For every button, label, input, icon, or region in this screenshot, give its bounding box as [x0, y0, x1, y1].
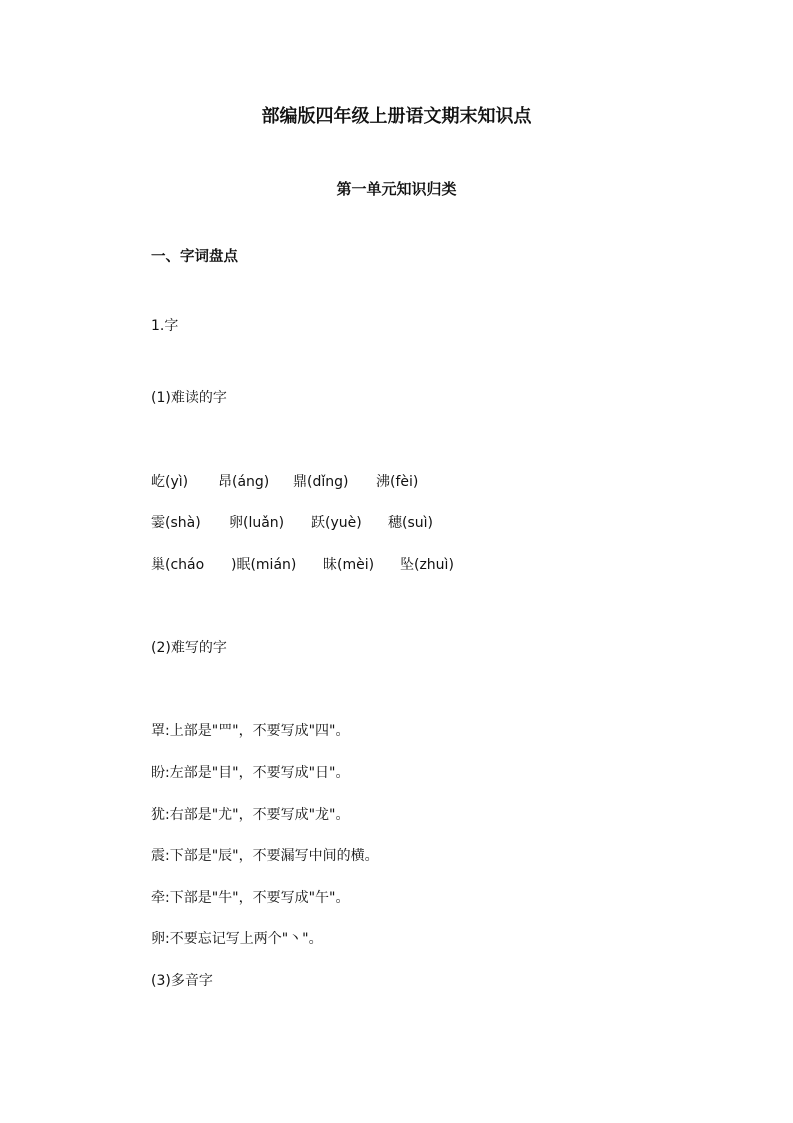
- pinyin-item: 屹(yì): [151, 474, 189, 490]
- writing-note: 牵:下部是"牛"，不要写成"午"。: [151, 890, 350, 906]
- sub-heading-characters: 1.字: [151, 318, 179, 334]
- pinyin-item: 跃(yuè): [311, 515, 362, 531]
- writing-note: 震:下部是"辰"，不要漏写中间的横。: [151, 848, 379, 864]
- section-title: 一、字词盘点: [151, 249, 238, 265]
- writing-note: 卵:不要忘记写上两个"丶"。: [151, 931, 323, 947]
- writing-note: 犹:右部是"尤"，不要写成"龙"。: [151, 807, 350, 823]
- pinyin-item: 鼎(dǐng): [293, 474, 349, 490]
- sub-heading-hard-to-write: (2)难写的字: [151, 640, 227, 656]
- pinyin-item: 坠(zhuì): [400, 557, 454, 573]
- sub-heading-hard-to-read: (1)难读的字: [151, 390, 227, 406]
- pinyin-item: 霎(shà): [151, 515, 201, 531]
- document-title: 部编版四年级上册语文期末知识点: [261, 106, 532, 127]
- writing-note: 罩:上部是"罒"，不要写成"四"。: [151, 723, 350, 739]
- pinyin-item: 昂(áng): [218, 474, 270, 490]
- sub-heading-polyphonic: (3)多音字: [151, 973, 213, 989]
- pinyin-item: )眠(mián): [231, 557, 297, 573]
- unit-title: 第一单元知识归类: [336, 180, 457, 198]
- pinyin-item: 穗(suì): [388, 515, 433, 531]
- pinyin-item: 昧(mèi): [323, 557, 375, 573]
- pinyin-item: 巢(cháo: [151, 557, 205, 573]
- writing-note: 盼:左部是"目"，不要写成"日"。: [151, 765, 350, 781]
- pinyin-item: 卵(luǎn): [229, 515, 285, 531]
- pinyin-item: 沸(fèi): [376, 474, 419, 490]
